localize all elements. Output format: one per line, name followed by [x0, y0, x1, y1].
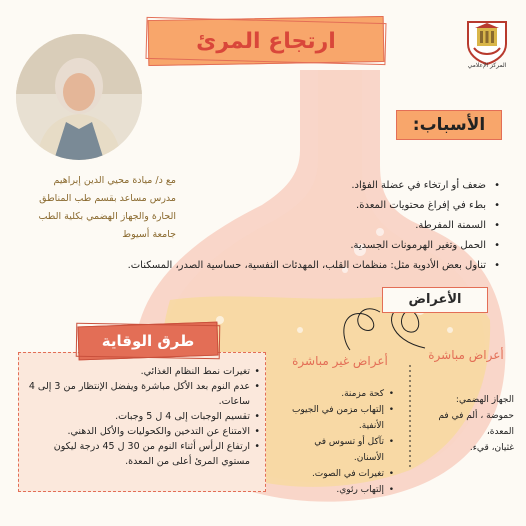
- university-logo-icon: [462, 18, 512, 66]
- list-item: • تقسيم الوجبات إلى 4 ل 5 وجبات.: [26, 409, 262, 424]
- doctor-photo: [16, 34, 142, 160]
- list-item: • ضعف أو ارتخاء في عضلة الفؤاد.: [120, 176, 500, 196]
- causes-list: [120, 176, 500, 276]
- direct-symptoms-list: [414, 392, 514, 456]
- doctor-university: جامعة أسيوط: [122, 229, 176, 240]
- list-item: • بطء في إفراغ محتويات المعدة.: [120, 196, 500, 216]
- symptoms-heading: الأعراض: [408, 292, 462, 307]
- list-item: • تآكل أو تسوس في الأسنان.: [282, 434, 396, 466]
- list-item: • تناول بعض الأدوية مثل: منظمات القلب، المهدئات النفسية، حساسية الصدر، المسكنات.: [120, 256, 500, 276]
- prevention-list: [26, 364, 262, 469]
- list-item: • إلتهاب رئوي.: [282, 482, 396, 498]
- list-item: • الامتناع عن التدخين والكحوليات والأكل الدهني.: [26, 424, 262, 439]
- prevention-heading: طرق الوقاية: [101, 332, 195, 350]
- list-item: • الحمل وتغير الهرمونات الجسدية.: [120, 236, 500, 256]
- list-item: • ارتفاع الرأس أثناء النوم من 30 ل 45 درجة ليكون مستوي المرئ أعلى من المعدة.: [26, 439, 262, 469]
- list-item: الجهاز الهضمي:: [455, 395, 514, 405]
- indirect-symptoms-label: أعراض غير مباشرة: [292, 354, 388, 368]
- list-item: • إلتهاب مزمن في الجيوب الأنفية.: [282, 402, 396, 434]
- list-item: • السمنة المفرطة.: [120, 216, 500, 236]
- list-item: غثيان، قيء.: [469, 443, 514, 453]
- list-item: • تغيرات في الصوت.: [282, 466, 396, 482]
- direct-symptoms-label: أعراض مباشرة: [428, 348, 504, 362]
- list-item: • كحة مزمنة.: [282, 386, 396, 402]
- causes-heading: الأسباب:: [412, 115, 486, 135]
- page-title: ارتجاع المرئ: [196, 29, 336, 54]
- doctor-name: مع د/ ميادة محيي الدين إبراهيم: [53, 175, 176, 186]
- list-item: • عدم النوم بعد الأكل مباشرة ويفضل الإنتظار من 3 إلى 4 ساعات.: [26, 379, 262, 409]
- list-item: حموضة ، ألم في فم المعدة،: [438, 411, 514, 437]
- indirect-symptoms-list: [282, 386, 396, 498]
- list-item: • تغيرات نمط النظام الغذائي.: [26, 364, 262, 379]
- doctor-department: الحارة والجهاز الهضمي بكلية الطب: [38, 211, 176, 222]
- doctor-title: مدرس مساعد بقسم طب المناطق: [39, 193, 176, 204]
- logo-caption: المركز الإعلامي: [467, 62, 507, 69]
